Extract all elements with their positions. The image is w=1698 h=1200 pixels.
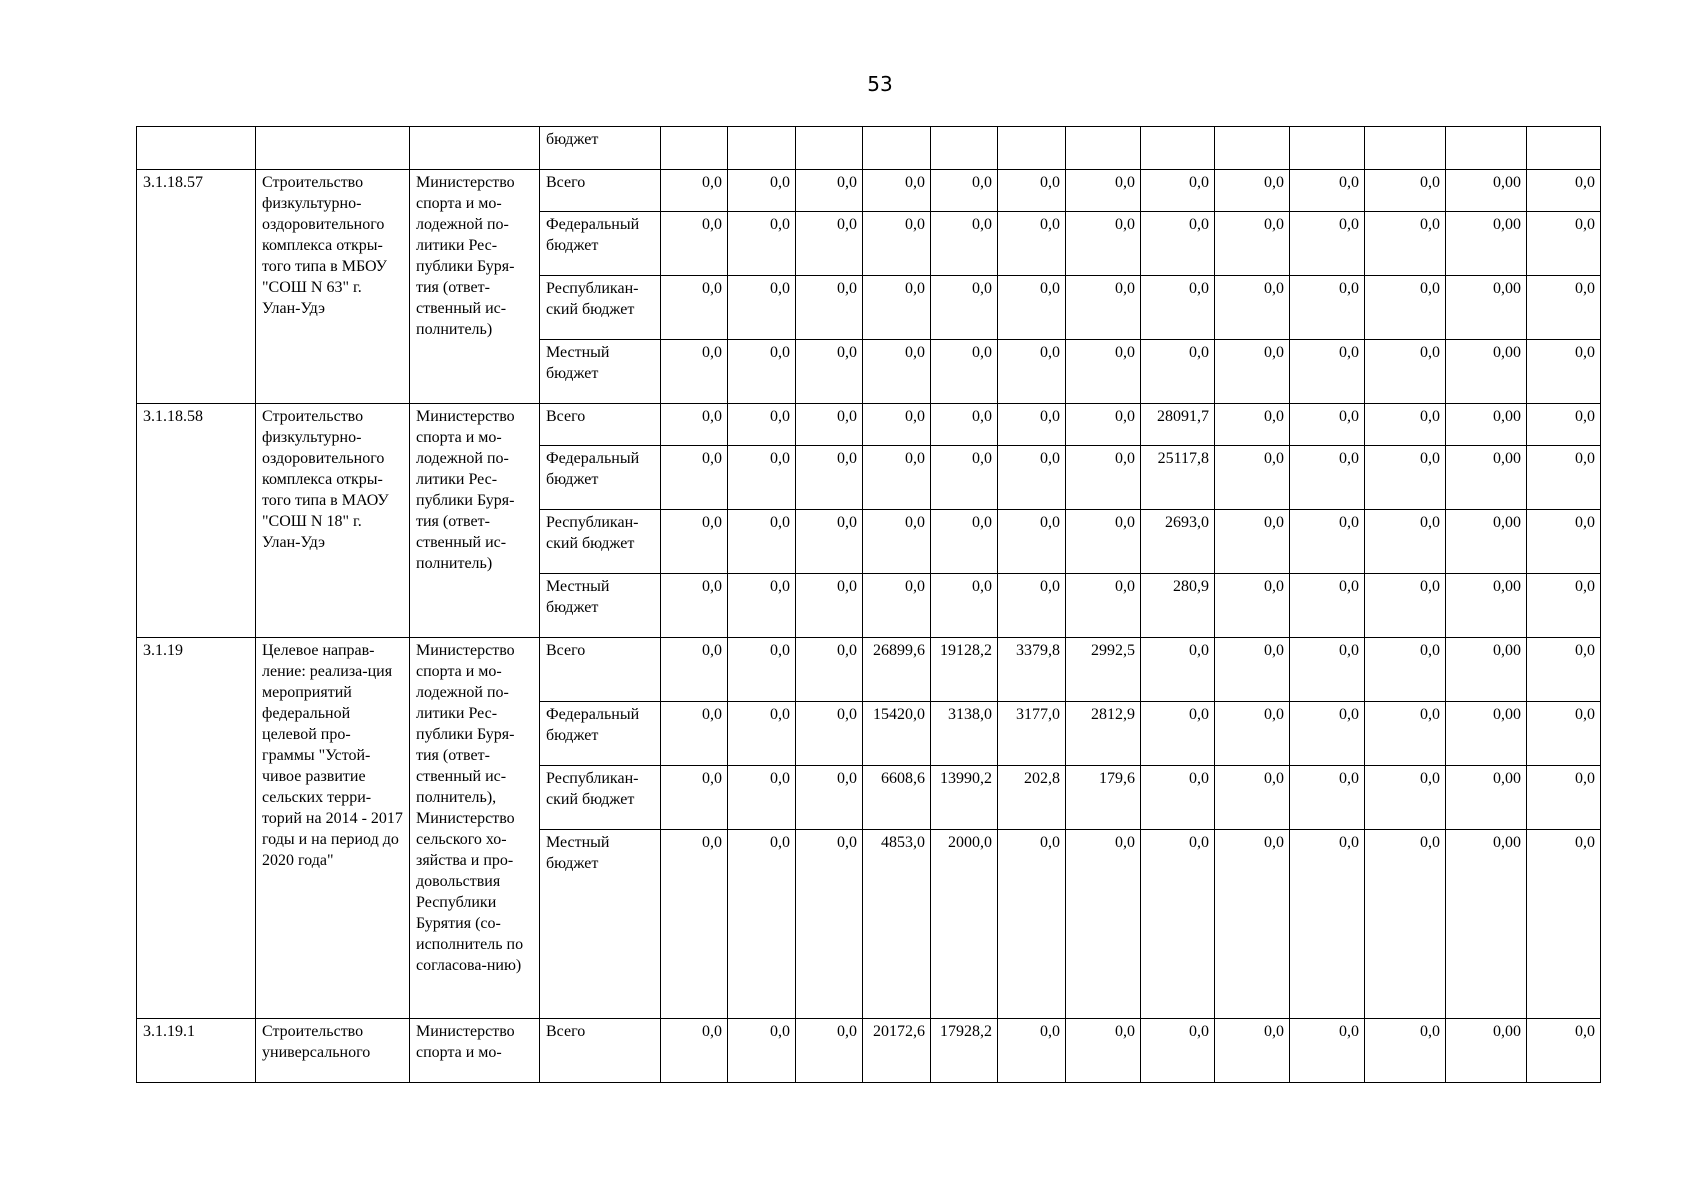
amount-cell: 0,0 [1066, 276, 1141, 340]
amount-cell: 3138,0 [931, 702, 998, 766]
amount-cell: 3177,0 [998, 702, 1066, 766]
amount-cell: 0,0 [1365, 830, 1446, 1019]
amount-cell: 0,0 [1290, 170, 1365, 212]
amount-cell: 0,0 [1215, 404, 1290, 446]
amount-cell: 0,0 [1527, 1019, 1601, 1083]
amount-cell: 0,0 [931, 212, 998, 276]
amount-cell: 0,0 [1290, 404, 1365, 446]
amount-cell: 0,0 [728, 404, 796, 446]
funding-source: Федеральный бюджет [540, 702, 661, 766]
amount-cell: 17928,2 [931, 1019, 998, 1083]
amount-cell: 0,00 [1446, 404, 1527, 446]
amount-cell: 0,0 [1527, 212, 1601, 276]
amount-cell: 0,00 [1446, 212, 1527, 276]
amount-cell: 0,0 [1365, 766, 1446, 830]
amount-cell: 0,0 [1066, 212, 1141, 276]
amount-cell: 0,0 [1215, 446, 1290, 510]
amount-cell: 0,0 [1527, 638, 1601, 702]
amount-cell: 0,0 [1365, 212, 1446, 276]
amount-cell: 0,0 [1141, 170, 1215, 212]
row-code: 3.1.19 [137, 638, 256, 1019]
amount-cell: 2812,9 [1066, 702, 1141, 766]
amount-cell: 0,0 [1215, 702, 1290, 766]
amount-cell: 0,0 [1365, 276, 1446, 340]
amount-cell: 0,0 [1141, 830, 1215, 1019]
amount-cell: 0,0 [1527, 446, 1601, 510]
amount-cell: 0,00 [1446, 1019, 1527, 1083]
amount-cell: 0,0 [796, 1019, 863, 1083]
amount-cell: 0,0 [1365, 510, 1446, 574]
amount-cell: 0,0 [1527, 510, 1601, 574]
amount-cell: 0,0 [661, 276, 728, 340]
amount-cell: 0,0 [1290, 766, 1365, 830]
amount-cell: 0,0 [1365, 340, 1446, 404]
amount-cell: 0,0 [661, 574, 728, 638]
amount-cell: 0,0 [661, 446, 728, 510]
amount-cell: 0,0 [998, 446, 1066, 510]
amount-cell: 0,0 [661, 638, 728, 702]
amount-cell: 0,0 [931, 340, 998, 404]
amount-cell: 0,0 [1290, 638, 1365, 702]
table-row [137, 638, 1601, 702]
amount-cell: 15420,0 [863, 702, 931, 766]
amount-cell: 0,0 [728, 830, 796, 1019]
amount-cell: 0,0 [998, 276, 1066, 340]
amount-cell: 0,0 [1066, 830, 1141, 1019]
amount-cell: 0,0 [1290, 1019, 1365, 1083]
funding-source: Республикан-ский бюджет [540, 766, 661, 830]
amount-cell: 25117,8 [1141, 446, 1215, 510]
amount-cell: 0,0 [796, 446, 863, 510]
amount-cell: 0,00 [1446, 574, 1527, 638]
amount-cell: 0,0 [863, 170, 931, 212]
amount-cell: 28091,7 [1141, 404, 1215, 446]
amount-cell: 0,0 [796, 638, 863, 702]
funding-source: Федеральный бюджет [540, 446, 661, 510]
row-executor: Министерство спорта и мо- [410, 1019, 540, 1083]
amount-cell: 0,0 [1365, 1019, 1446, 1083]
amount-cell: 4853,0 [863, 830, 931, 1019]
amount-cell: 0,0 [1290, 212, 1365, 276]
amount-cell: 0,0 [1215, 830, 1290, 1019]
amount-cell: 0,0 [1365, 702, 1446, 766]
amount-cell: 0,00 [1446, 830, 1527, 1019]
amount-cell: 0,00 [1446, 702, 1527, 766]
amount-cell: 0,0 [863, 340, 931, 404]
amount-cell: 0,0 [661, 340, 728, 404]
amount-cell: 0,0 [1141, 340, 1215, 404]
amount-cell: 0,0 [1215, 340, 1290, 404]
amount-cell: 0,0 [1290, 276, 1365, 340]
amount-cell: 0,0 [931, 446, 998, 510]
amount-cell: 0,0 [796, 340, 863, 404]
amount-cell: 0,00 [1446, 766, 1527, 830]
row-code: 3.1.18.57 [137, 170, 256, 404]
amount-cell: 0,0 [661, 1019, 728, 1083]
amount-cell: 0,00 [1446, 340, 1527, 404]
row-code: 3.1.18.58 [137, 404, 256, 638]
row-code: 3.1.19.1 [137, 1019, 256, 1083]
funding-source: Местный бюджет [540, 830, 661, 1019]
amount-cell: 0,0 [1215, 276, 1290, 340]
amount-cell: 0,0 [728, 1019, 796, 1083]
amount-cell: 0,0 [1141, 276, 1215, 340]
amount-cell: 0,0 [796, 574, 863, 638]
amount-cell: 0,0 [863, 212, 931, 276]
funding-source: Федеральный бюджет [540, 212, 661, 276]
funding-source: Местный бюджет [540, 574, 661, 638]
amount-cell: 0,0 [728, 510, 796, 574]
amount-cell: 0,0 [661, 702, 728, 766]
amount-cell: 0,0 [931, 574, 998, 638]
amount-cell: 13990,2 [931, 766, 998, 830]
amount-cell: 0,0 [1215, 574, 1290, 638]
amount-cell: 0,0 [1215, 766, 1290, 830]
amount-cell: 0,0 [1141, 1019, 1215, 1083]
table-row [137, 404, 1601, 446]
funding-source: Всего [540, 404, 661, 446]
amount-cell: 0,0 [1527, 830, 1601, 1019]
amount-cell: 0,0 [728, 446, 796, 510]
funding-source: Республикан-ский бюджет [540, 510, 661, 574]
amount-cell: 0,0 [998, 574, 1066, 638]
amount-cell: 0,0 [1066, 1019, 1141, 1083]
funding-source: Всего [540, 1019, 661, 1083]
table-row [137, 1019, 1601, 1083]
amount-cell: 0,0 [1066, 510, 1141, 574]
amount-cell: 0,0 [1365, 574, 1446, 638]
amount-cell: 6608,6 [863, 766, 931, 830]
row-name: Строительство универсального [256, 1019, 410, 1083]
page-number: 53 [867, 72, 893, 96]
amount-cell: 0,0 [728, 212, 796, 276]
amount-cell: 0,0 [998, 830, 1066, 1019]
amount-cell: 0,0 [1527, 340, 1601, 404]
amount-cell: 2693,0 [1141, 510, 1215, 574]
amount-cell: 0,0 [661, 170, 728, 212]
amount-cell: 0,0 [1066, 170, 1141, 212]
amount-cell: 3379,8 [998, 638, 1066, 702]
amount-cell: 0,0 [931, 510, 998, 574]
amount-cell: 0,0 [728, 170, 796, 212]
table-body [137, 127, 1601, 1083]
amount-cell: 0,0 [1066, 446, 1141, 510]
amount-cell: 0,0 [661, 766, 728, 830]
row-executor: Министерство спорта и мо-лодежной по-литики Рес-публики Буря-тия (ответ-ственный ис-полнитель) [410, 170, 540, 404]
amount-cell: 0,0 [1527, 574, 1601, 638]
amount-cell: 0,00 [1446, 446, 1527, 510]
amount-cell: 0,0 [661, 510, 728, 574]
amount-cell: 0,00 [1446, 638, 1527, 702]
amount-cell: 0,0 [931, 404, 998, 446]
amount-cell: 0,0 [728, 638, 796, 702]
budget-table [136, 126, 1601, 1083]
funding-source: Всего [540, 170, 661, 212]
amount-cell: 0,00 [1446, 170, 1527, 212]
amount-cell: 0,0 [728, 574, 796, 638]
amount-cell: 0,0 [1215, 170, 1290, 212]
amount-cell: 0,0 [1290, 510, 1365, 574]
table-row [137, 127, 1601, 170]
amount-cell: 2992,5 [1066, 638, 1141, 702]
amount-cell: 0,0 [728, 702, 796, 766]
amount-cell: 0,0 [1290, 446, 1365, 510]
amount-cell: 0,0 [1141, 702, 1215, 766]
amount-cell: 0,00 [1446, 510, 1527, 574]
amount-cell: 0,0 [1365, 170, 1446, 212]
amount-cell: 0,0 [1066, 340, 1141, 404]
amount-cell: 0,0 [796, 510, 863, 574]
amount-cell: 0,0 [1215, 510, 1290, 574]
amount-cell: 0,0 [1365, 404, 1446, 446]
amount-cell: 0,0 [1290, 340, 1365, 404]
row-executor: Министерство спорта и мо-лодежной по-литики Рес-публики Буря-тия (ответ-ственный ис-полнитель), Министерство сельского хо-зяйства и про-довольствия Республики Бурятия (со-исполнитель по согласова-нию) [410, 638, 540, 1019]
amount-cell: 0,0 [998, 1019, 1066, 1083]
amount-cell: 0,0 [796, 766, 863, 830]
amount-cell: 0,0 [931, 170, 998, 212]
amount-cell: 0,0 [863, 574, 931, 638]
amount-cell: 0,0 [1365, 446, 1446, 510]
amount-cell: 0,0 [661, 212, 728, 276]
funding-source: Республикан-ский бюджет [540, 276, 661, 340]
amount-cell: 0,00 [1446, 276, 1527, 340]
amount-cell: 0,0 [796, 404, 863, 446]
amount-cell: 2000,0 [931, 830, 998, 1019]
amount-cell: 0,0 [1141, 766, 1215, 830]
amount-cell: 0,0 [863, 404, 931, 446]
row-name: Строительство физкультурно-оздоровительного комплекса откры-того типа в МАОУ "СОШ N 18" г. Улан-Удэ [256, 404, 410, 638]
amount-cell: 0,0 [1527, 170, 1601, 212]
amount-cell: 0,0 [1365, 638, 1446, 702]
amount-cell: 0,0 [1527, 702, 1601, 766]
amount-cell: 0,0 [796, 170, 863, 212]
amount-cell: 0,0 [1290, 702, 1365, 766]
amount-cell: 0,0 [998, 510, 1066, 574]
amount-cell: 0,0 [863, 446, 931, 510]
row-name: Строительство физкультурно-оздоровительного комплекса откры-того типа в МБОУ "СОШ N 63" г. Улан-Удэ [256, 170, 410, 404]
funding-source: Местный бюджет [540, 340, 661, 404]
amount-cell: 0,0 [661, 830, 728, 1019]
amount-cell: 280,9 [1141, 574, 1215, 638]
row-name: Целевое направ-ление: реализа-ция мероприятий федеральной целевой про-граммы "Устой-чивое развитие сельских терри-торий на 2014 - 2017 годы и на период до 2020 года" [256, 638, 410, 1019]
amount-cell: 0,0 [796, 830, 863, 1019]
amount-cell: 0,0 [661, 404, 728, 446]
amount-cell: 0,0 [1215, 1019, 1290, 1083]
amount-cell: 0,0 [796, 212, 863, 276]
amount-cell: 0,0 [728, 340, 796, 404]
amount-cell: 0,0 [1066, 404, 1141, 446]
amount-cell: 0,0 [1527, 766, 1601, 830]
amount-cell: 0,0 [998, 340, 1066, 404]
amount-cell: 0,0 [796, 276, 863, 340]
amount-cell: 0,0 [728, 766, 796, 830]
amount-cell: 0,0 [1215, 212, 1290, 276]
amount-cell: 0,0 [1290, 574, 1365, 638]
amount-cell: 0,0 [998, 404, 1066, 446]
amount-cell: 0,0 [728, 276, 796, 340]
amount-cell: 0,0 [1290, 830, 1365, 1019]
amount-cell: 0,0 [1527, 404, 1601, 446]
amount-cell: 0,0 [1215, 638, 1290, 702]
amount-cell: 0,0 [998, 170, 1066, 212]
table-row [137, 170, 1601, 212]
amount-cell: 0,0 [796, 702, 863, 766]
amount-cell: 0,0 [998, 212, 1066, 276]
amount-cell: 0,0 [1527, 276, 1601, 340]
amount-cell: 0,0 [1141, 212, 1215, 276]
amount-cell: 0,0 [1066, 574, 1141, 638]
amount-cell: 179,6 [1066, 766, 1141, 830]
source-cell: бюджет [540, 127, 661, 170]
amount-cell: 19128,2 [931, 638, 998, 702]
funding-source: Всего [540, 638, 661, 702]
amount-cell: 0,0 [931, 276, 998, 340]
amount-cell: 0,0 [863, 510, 931, 574]
amount-cell: 20172,6 [863, 1019, 931, 1083]
amount-cell: 26899,6 [863, 638, 931, 702]
amount-cell: 0,0 [863, 276, 931, 340]
amount-cell: 202,8 [998, 766, 1066, 830]
row-executor: Министерство спорта и мо-лодежной по-литики Рес-публики Буря-тия (ответ-ственный ис-полнитель) [410, 404, 540, 638]
amount-cell: 0,0 [1141, 638, 1215, 702]
